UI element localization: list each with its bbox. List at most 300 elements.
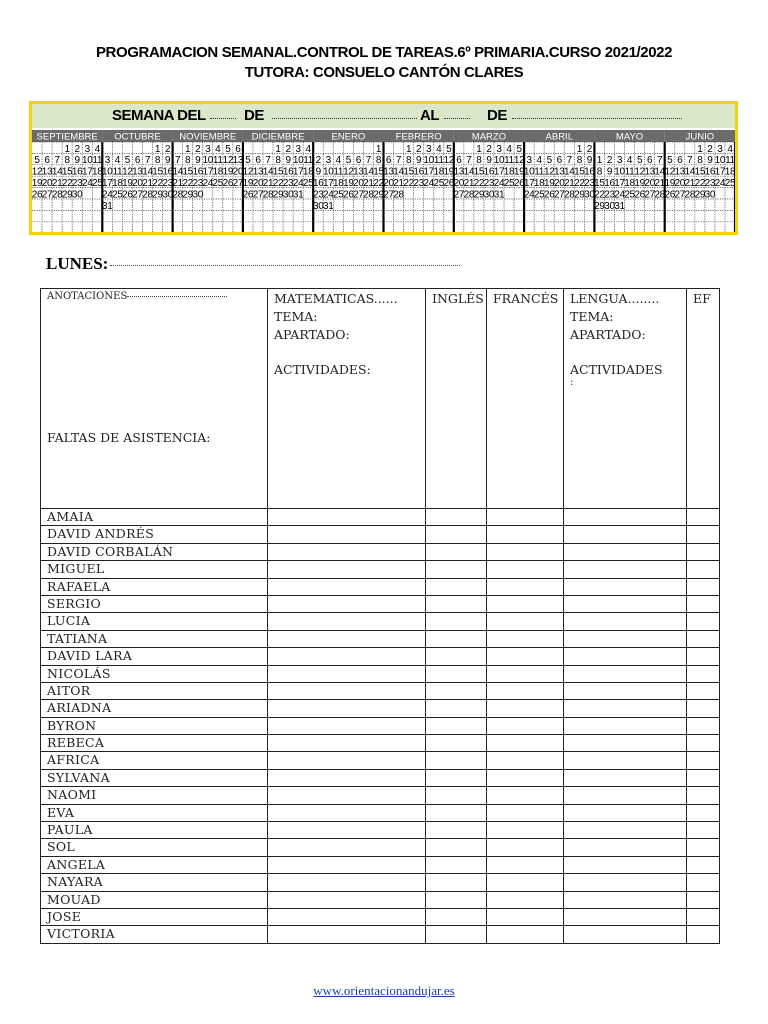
- student-cell[interactable]: [487, 752, 564, 769]
- calendar-day[interactable]: 11: [534, 166, 545, 178]
- student-cell[interactable]: [426, 682, 487, 699]
- student-cell[interactable]: [687, 595, 720, 612]
- calendar-day[interactable]: 23: [192, 178, 203, 189]
- calendar-day[interactable]: 29: [61, 189, 73, 201]
- calendar-day[interactable]: 16: [704, 166, 716, 178]
- calendar-day[interactable]: 15: [272, 166, 284, 178]
- calendar-day[interactable]: 13: [252, 166, 264, 178]
- calendar-day[interactable]: 3: [526, 155, 532, 167]
- calendar-day[interactable]: 9: [586, 155, 593, 167]
- calendar-day[interactable]: 5: [124, 155, 131, 167]
- student-cell[interactable]: [426, 717, 487, 734]
- student-name[interactable]: JOSE: [41, 908, 268, 925]
- calendar-day[interactable]: 25: [92, 178, 103, 189]
- student-cell[interactable]: [487, 874, 564, 891]
- calendar-day[interactable]: 24: [102, 189, 113, 201]
- calendar-day[interactable]: 25: [724, 178, 735, 189]
- calendar-day[interactable]: 8: [405, 155, 412, 167]
- student-name[interactable]: TATIANA: [41, 630, 268, 647]
- student-cell[interactable]: [487, 509, 564, 526]
- calendar-day[interactable]: 10: [493, 155, 505, 167]
- student-name[interactable]: REBECA: [41, 735, 268, 752]
- calendar-day[interactable]: 19: [222, 166, 234, 178]
- calendar-day[interactable]: 12: [634, 166, 645, 178]
- calendar-day[interactable]: 21: [564, 178, 575, 189]
- calendar-day[interactable]: 14: [393, 166, 404, 178]
- calendar-day[interactable]: 27: [41, 189, 53, 201]
- calendar-day[interactable]: 25: [302, 178, 314, 189]
- notes-cell[interactable]: [41, 289, 268, 509]
- calendar-day[interactable]: 11: [725, 155, 735, 167]
- calendar-day[interactable]: 20: [644, 178, 655, 189]
- student-cell[interactable]: [426, 595, 487, 612]
- calendar-day[interactable]: 11: [92, 155, 103, 167]
- student-cell[interactable]: [268, 926, 426, 943]
- calendar-day[interactable]: 31: [614, 200, 625, 212]
- calendar-day[interactable]: 14: [51, 166, 63, 178]
- calendar-day[interactable]: 15: [694, 166, 706, 178]
- student-cell[interactable]: [687, 908, 720, 925]
- calendar-day[interactable]: 16: [584, 166, 595, 178]
- student-cell[interactable]: [268, 700, 426, 717]
- calendar-day[interactable]: 13: [383, 166, 394, 178]
- student-name[interactable]: SYLVANA: [41, 769, 268, 786]
- calendar-day[interactable]: 25: [433, 178, 445, 189]
- calendar-day[interactable]: 26: [664, 189, 675, 201]
- calendar-day[interactable]: 19: [513, 166, 525, 178]
- calendar-day[interactable]: 27: [674, 189, 686, 201]
- calendar-day[interactable]: 14: [142, 166, 153, 178]
- student-cell[interactable]: [687, 526, 720, 543]
- calendar-day[interactable]: 24: [202, 178, 214, 189]
- student-name[interactable]: DAVID ANDRÉS: [41, 526, 268, 543]
- calendar-day[interactable]: 24: [322, 189, 334, 201]
- calendar-day[interactable]: 20: [132, 178, 143, 189]
- calendar-day[interactable]: 7: [144, 155, 151, 167]
- student-name[interactable]: PAULA: [41, 822, 268, 839]
- calendar-day[interactable]: 17: [614, 178, 625, 189]
- calendar-day[interactable]: 8: [697, 155, 703, 167]
- calendar-day[interactable]: 15: [61, 166, 73, 178]
- student-name[interactable]: NAYARA: [41, 874, 268, 891]
- student-cell[interactable]: [687, 804, 720, 821]
- calendar-day[interactable]: 11: [333, 166, 344, 178]
- calendar-day[interactable]: 28: [51, 189, 63, 201]
- calendar-day[interactable]: 16: [483, 166, 495, 178]
- calendar-day[interactable]: 7: [395, 155, 402, 167]
- student-cell[interactable]: [564, 648, 687, 665]
- calendar-day[interactable]: 29: [272, 189, 284, 201]
- calendar-day[interactable]: 28: [142, 189, 153, 201]
- calendar-day[interactable]: 3: [325, 155, 331, 167]
- calendar-day[interactable]: 7: [566, 155, 572, 167]
- calendar-day[interactable]: 2: [74, 143, 80, 155]
- calendar-day[interactable]: 24: [81, 178, 93, 189]
- calendar-day[interactable]: 18: [333, 178, 344, 189]
- calendar-day[interactable]: 1: [64, 143, 70, 155]
- student-cell[interactable]: [564, 839, 687, 856]
- student-cell[interactable]: [564, 752, 687, 769]
- calendar-day[interactable]: 25: [624, 189, 635, 201]
- calendar-day[interactable]: 10: [322, 166, 334, 178]
- calendar-day[interactable]: 17: [423, 166, 434, 178]
- calendar-day[interactable]: 19: [32, 178, 43, 189]
- calendar-day[interactable]: 23: [584, 178, 595, 189]
- calendar-day[interactable]: 28: [172, 189, 183, 201]
- student-cell[interactable]: [487, 543, 564, 560]
- calendar-day[interactable]: 4: [335, 155, 341, 167]
- calendar-day[interactable]: 3: [717, 143, 723, 155]
- calendar-day[interactable]: 18: [112, 178, 123, 189]
- calendar-day[interactable]: 20: [453, 178, 465, 189]
- calendar-day[interactable]: 22: [694, 178, 706, 189]
- student-name[interactable]: ANGELA: [41, 856, 268, 873]
- calendar-day[interactable]: 21: [172, 178, 183, 189]
- calendar-day[interactable]: 17: [714, 166, 726, 178]
- calendar-day[interactable]: 15: [574, 166, 585, 178]
- calendar-day[interactable]: 13: [644, 166, 655, 178]
- calendar-day[interactable]: 18: [724, 166, 735, 178]
- student-name[interactable]: MIGUEL: [41, 561, 268, 578]
- calendar-day[interactable]: 8: [576, 155, 582, 167]
- student-name[interactable]: AITOR: [41, 682, 268, 699]
- calendar-day[interactable]: 4: [215, 143, 221, 155]
- student-name[interactable]: LUCIA: [41, 613, 268, 630]
- calendar-day[interactable]: 4: [114, 155, 120, 167]
- student-cell[interactable]: [687, 665, 720, 682]
- student-cell[interactable]: [426, 543, 487, 560]
- student-cell[interactable]: [426, 822, 487, 839]
- calendar-day[interactable]: 19: [122, 178, 133, 189]
- calendar-day[interactable]: 22: [182, 178, 193, 189]
- calendar-day[interactable]: 23: [162, 178, 173, 189]
- student-cell[interactable]: [426, 648, 487, 665]
- student-cell[interactable]: [268, 822, 426, 839]
- calendar-day[interactable]: 2: [195, 143, 201, 155]
- calendar-day[interactable]: 7: [265, 155, 271, 167]
- student-cell[interactable]: [687, 787, 720, 804]
- student-cell[interactable]: [268, 648, 426, 665]
- calendar-day[interactable]: 14: [684, 166, 696, 178]
- calendar-day[interactable]: 12: [222, 155, 234, 167]
- student-cell[interactable]: [687, 561, 720, 578]
- student-cell[interactable]: [564, 700, 687, 717]
- calendar-day[interactable]: 23: [71, 178, 83, 189]
- calendar-day[interactable]: 16: [282, 166, 294, 178]
- student-name[interactable]: NICOLÁS: [41, 665, 268, 682]
- student-cell[interactable]: [687, 926, 720, 943]
- student-cell[interactable]: [268, 526, 426, 543]
- calendar-day[interactable]: 27: [252, 189, 264, 201]
- student-cell[interactable]: [487, 526, 564, 543]
- calendar-day[interactable]: 10: [81, 155, 93, 167]
- student-cell[interactable]: [487, 595, 564, 612]
- calendar-day[interactable]: 12: [543, 166, 555, 178]
- calendar-day[interactable]: 29: [152, 189, 163, 201]
- student-name[interactable]: MOUAD: [41, 891, 268, 908]
- calendar-day[interactable]: 16: [192, 166, 203, 178]
- calendar-day[interactable]: 21: [363, 178, 374, 189]
- calendar-day[interactable]: 20: [252, 178, 264, 189]
- calendar-day[interactable]: 13: [353, 166, 364, 178]
- calendar-day[interactable]: 15: [594, 178, 605, 189]
- calendar-day[interactable]: 14: [172, 166, 183, 178]
- calendar-day[interactable]: 26: [242, 189, 254, 201]
- calendar-day[interactable]: 30: [704, 189, 716, 201]
- student-cell[interactable]: [564, 769, 687, 786]
- calendar-day[interactable]: 10: [202, 155, 214, 167]
- calendar-day[interactable]: 22: [152, 178, 163, 189]
- student-cell[interactable]: [426, 926, 487, 943]
- calendar-day[interactable]: 20: [553, 178, 565, 189]
- student-name[interactable]: SERGIO: [41, 595, 268, 612]
- calendar-day[interactable]: 2: [586, 143, 593, 155]
- calendar-day[interactable]: 30: [584, 189, 595, 201]
- student-cell[interactable]: [687, 509, 720, 526]
- student-name[interactable]: BYRON: [41, 717, 268, 734]
- calendar-day[interactable]: 18: [302, 166, 314, 178]
- student-cell[interactable]: [687, 839, 720, 856]
- calendar-day[interactable]: 25: [112, 189, 123, 201]
- student-cell[interactable]: [426, 630, 487, 647]
- student-cell[interactable]: [564, 891, 687, 908]
- calendar-day[interactable]: 4: [536, 155, 542, 167]
- calendar-day[interactable]: 11: [212, 155, 223, 167]
- student-cell[interactable]: [564, 804, 687, 821]
- student-cell[interactable]: [564, 509, 687, 526]
- calendar-day[interactable]: 8: [596, 166, 603, 178]
- student-cell[interactable]: [268, 856, 426, 873]
- calendar-day[interactable]: 8: [64, 155, 70, 167]
- calendar-day[interactable]: 10: [102, 166, 113, 178]
- student-cell[interactable]: [426, 874, 487, 891]
- calendar-day[interactable]: 9: [486, 155, 492, 167]
- calendar-day[interactable]: 4: [436, 143, 442, 155]
- calendar-day[interactable]: 5: [667, 155, 673, 167]
- student-cell[interactable]: [564, 595, 687, 612]
- calendar-day[interactable]: 20: [232, 166, 244, 178]
- student-cell[interactable]: [268, 578, 426, 595]
- calendar-day[interactable]: 9: [74, 155, 80, 167]
- calendar-day[interactable]: 23: [604, 189, 615, 201]
- calendar-day[interactable]: 18: [92, 166, 103, 178]
- calendar-day[interactable]: 26: [222, 178, 234, 189]
- calendar-day[interactable]: 1: [375, 143, 382, 155]
- calendar-day[interactable]: 13: [232, 155, 244, 167]
- calendar-day[interactable]: 20: [353, 178, 364, 189]
- calendar-day[interactable]: 5: [34, 155, 40, 167]
- calendar-day[interactable]: 11: [624, 166, 635, 178]
- calendar-day[interactable]: 6: [235, 143, 241, 155]
- calendar-day[interactable]: 2: [285, 143, 291, 155]
- calendar-day[interactable]: 27: [453, 189, 465, 201]
- calendar-day[interactable]: 31: [322, 200, 334, 212]
- student-cell[interactable]: [687, 613, 720, 630]
- calendar-day[interactable]: 27: [232, 178, 244, 189]
- calendar-day[interactable]: 19: [343, 178, 354, 189]
- calendar-day[interactable]: 19: [443, 166, 455, 178]
- calendar-day[interactable]: 22: [473, 178, 485, 189]
- calendar-day[interactable]: 1: [185, 143, 191, 155]
- calendar-day[interactable]: 5: [636, 155, 643, 167]
- calendar-day[interactable]: 25: [533, 189, 545, 201]
- calendar-day[interactable]: 6: [456, 155, 462, 167]
- calendar-day[interactable]: 1: [476, 143, 482, 155]
- calendar-day[interactable]: 15: [152, 166, 163, 178]
- calendar-day[interactable]: 28: [262, 189, 274, 201]
- student-cell[interactable]: [268, 735, 426, 752]
- calendar-day[interactable]: 27: [644, 189, 655, 201]
- calendar-day[interactable]: 29: [594, 200, 605, 212]
- calendar-day[interactable]: 9: [315, 166, 321, 178]
- calendar-day[interactable]: 18: [433, 166, 445, 178]
- calendar-day[interactable]: 24: [614, 189, 625, 201]
- student-cell[interactable]: [564, 735, 687, 752]
- calendar-day[interactable]: 26: [122, 189, 133, 201]
- calendar-day[interactable]: 1: [154, 143, 161, 155]
- student-cell[interactable]: [268, 509, 426, 526]
- calendar-day[interactable]: 30: [192, 189, 203, 201]
- student-cell[interactable]: [268, 874, 426, 891]
- calendar-day[interactable]: 3: [84, 143, 90, 155]
- calendar-day[interactable]: 8: [275, 155, 281, 167]
- calendar-day[interactable]: 14: [564, 166, 575, 178]
- calendar-day[interactable]: 21: [463, 178, 475, 189]
- calendar-day[interactable]: 28: [654, 189, 665, 201]
- calendar-day[interactable]: 10: [614, 166, 625, 178]
- calendar-day[interactable]: 27: [353, 189, 364, 201]
- student-cell[interactable]: [426, 856, 487, 873]
- student-cell[interactable]: [564, 526, 687, 543]
- student-cell[interactable]: [687, 735, 720, 752]
- calendar-day[interactable]: 11: [504, 155, 514, 167]
- student-name[interactable]: RAFAELA: [41, 578, 268, 595]
- student-cell[interactable]: [426, 735, 487, 752]
- calendar-day[interactable]: 8: [154, 155, 161, 167]
- calendar-day[interactable]: 8: [476, 155, 482, 167]
- student-cell[interactable]: [687, 648, 720, 665]
- student-cell[interactable]: [487, 717, 564, 734]
- calendar-day[interactable]: 4: [506, 143, 512, 155]
- calendar-day[interactable]: 16: [71, 166, 83, 178]
- calendar-day[interactable]: 13: [674, 166, 686, 178]
- footer-link[interactable]: www.orientacionandujar.es: [313, 983, 455, 998]
- student-cell[interactable]: [487, 926, 564, 943]
- student-cell[interactable]: [426, 665, 487, 682]
- student-cell[interactable]: [268, 665, 426, 682]
- calendar-day[interactable]: 7: [54, 155, 60, 167]
- calendar-day[interactable]: 12: [513, 155, 525, 167]
- student-name[interactable]: AMAIA: [41, 509, 268, 526]
- student-cell[interactable]: [487, 700, 564, 717]
- calendar-day[interactable]: 31: [292, 189, 304, 201]
- calendar-day[interactable]: 21: [262, 178, 274, 189]
- calendar-day[interactable]: 16: [604, 178, 615, 189]
- calendar-day[interactable]: 19: [242, 178, 254, 189]
- calendar-day[interactable]: 22: [373, 178, 384, 189]
- calendar-day[interactable]: 23: [413, 178, 424, 189]
- student-name[interactable]: NAOMI: [41, 787, 268, 804]
- calendar-day[interactable]: 4: [727, 143, 733, 155]
- calendar-day[interactable]: 14: [654, 166, 665, 178]
- calendar-day[interactable]: 16: [413, 166, 424, 178]
- calendar-day[interactable]: 17: [292, 166, 304, 178]
- student-cell[interactable]: [687, 822, 720, 839]
- calendar-day[interactable]: 10: [714, 155, 726, 167]
- calendar-day[interactable]: 26: [634, 189, 645, 201]
- student-cell[interactable]: [564, 717, 687, 734]
- calendar-day[interactable]: 22: [574, 178, 585, 189]
- calendar-day[interactable]: 21: [654, 178, 665, 189]
- week-start-month-blank[interactable]: [272, 118, 417, 119]
- student-cell[interactable]: [564, 682, 687, 699]
- calendar-day[interactable]: 20: [674, 178, 686, 189]
- student-cell[interactable]: [268, 891, 426, 908]
- calendar-day[interactable]: 29: [373, 189, 384, 201]
- calendar-day[interactable]: 2: [315, 155, 321, 167]
- calendar-day[interactable]: 1: [576, 143, 582, 155]
- student-cell[interactable]: [487, 613, 564, 630]
- calendar-day[interactable]: 27: [132, 189, 143, 201]
- student-cell[interactable]: [487, 908, 564, 925]
- calendar-day[interactable]: 24: [423, 178, 434, 189]
- calendar-day[interactable]: 18: [212, 166, 224, 178]
- student-cell[interactable]: [426, 700, 487, 717]
- student-cell[interactable]: [564, 874, 687, 891]
- student-cell[interactable]: [426, 526, 487, 543]
- calendar-day[interactable]: 15: [373, 166, 384, 178]
- calendar-day[interactable]: 6: [647, 155, 653, 167]
- student-cell[interactable]: [564, 613, 687, 630]
- student-cell[interactable]: [564, 856, 687, 873]
- calendar-day[interactable]: 24: [292, 178, 304, 189]
- calendar-day[interactable]: 30: [71, 189, 83, 201]
- calendar-day[interactable]: 9: [164, 155, 171, 167]
- student-cell[interactable]: [687, 717, 720, 734]
- calendar-day[interactable]: 7: [657, 155, 663, 167]
- student-cell[interactable]: [268, 839, 426, 856]
- calendar-day[interactable]: 17: [202, 166, 214, 178]
- calendar-day[interactable]: 12: [122, 166, 133, 178]
- calendar-day[interactable]: 23: [312, 189, 324, 201]
- calendar-day[interactable]: 24: [714, 178, 726, 189]
- student-cell[interactable]: [687, 630, 720, 647]
- calendar-day[interactable]: 19: [543, 178, 555, 189]
- student-cell[interactable]: [564, 665, 687, 682]
- calendar-day[interactable]: 23: [704, 178, 716, 189]
- student-cell[interactable]: [564, 578, 687, 595]
- student-cell[interactable]: [687, 682, 720, 699]
- calendar-day[interactable]: 10: [523, 166, 535, 178]
- calendar-day[interactable]: 1: [275, 143, 281, 155]
- calendar-day[interactable]: 30: [483, 189, 495, 201]
- calendar-day[interactable]: 25: [503, 178, 515, 189]
- student-cell[interactable]: [268, 613, 426, 630]
- calendar-day[interactable]: 9: [707, 155, 713, 167]
- calendar-day[interactable]: 6: [44, 155, 50, 167]
- student-cell[interactable]: [268, 769, 426, 786]
- student-cell[interactable]: [268, 682, 426, 699]
- student-cell[interactable]: [426, 578, 487, 595]
- student-cell[interactable]: [487, 665, 564, 682]
- calendar-day[interactable]: 8: [185, 155, 191, 167]
- calendar-day[interactable]: 6: [134, 155, 141, 167]
- calendar-day[interactable]: 18: [624, 178, 635, 189]
- calendar-day[interactable]: 28: [363, 189, 374, 201]
- calendar-day[interactable]: 15: [182, 166, 193, 178]
- calendar-day[interactable]: 9: [416, 155, 422, 167]
- student-cell[interactable]: [564, 787, 687, 804]
